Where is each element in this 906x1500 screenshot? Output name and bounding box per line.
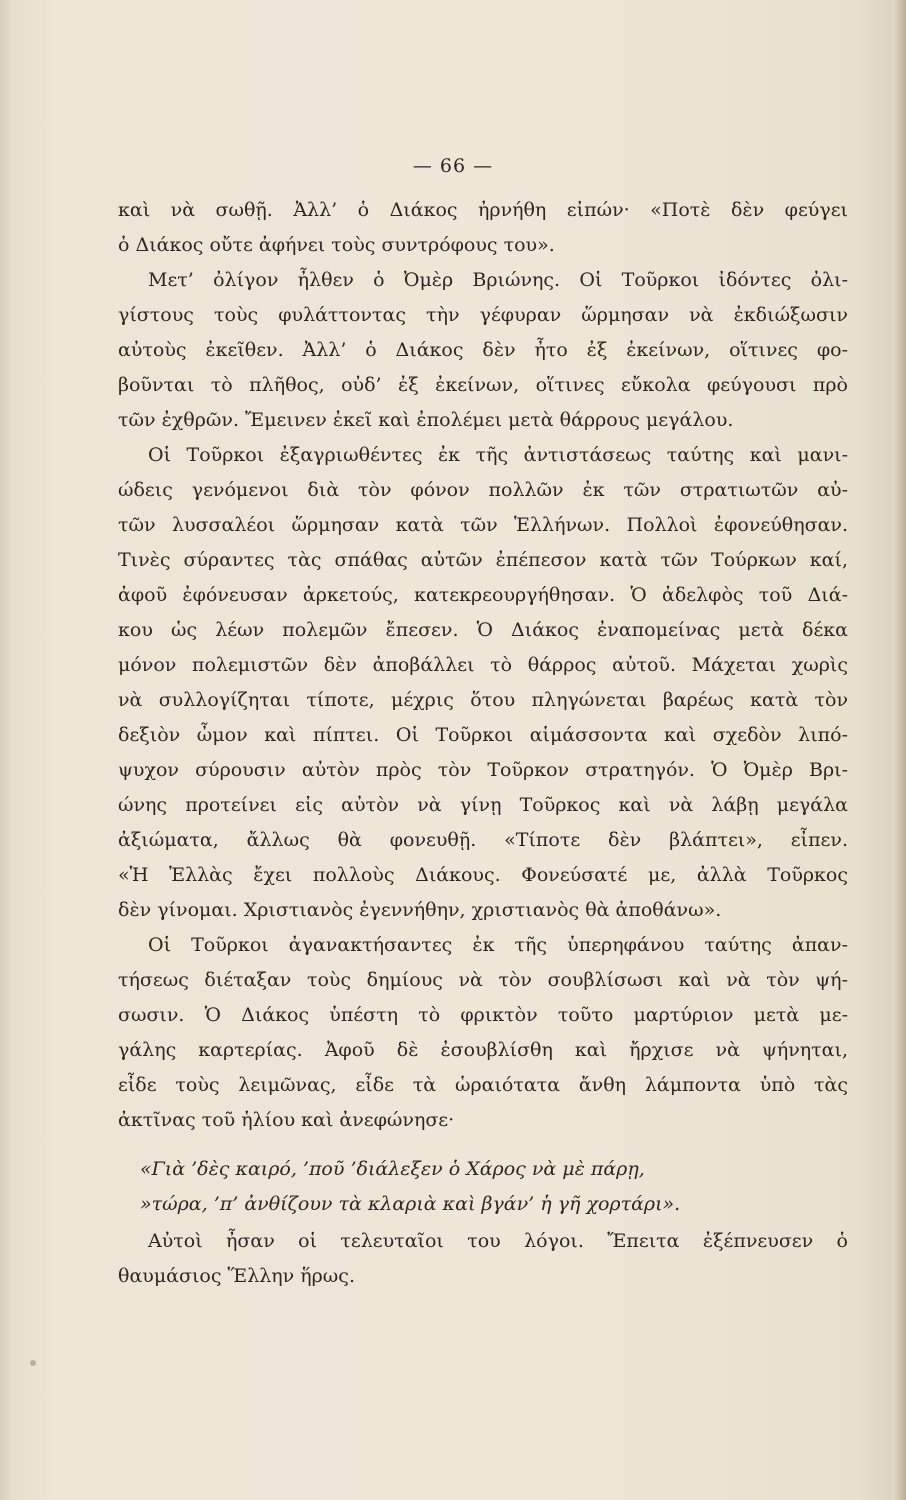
text-line: εἶδε τοὺς λειμῶνας, εἶδε τὰ ὡραιότατα ἄνθη λάμποντα ὑπὸ τὰς (118, 1074, 848, 1096)
text-line: ώνης προτείνει εἰς αὐτὸν νὰ γίνῃ Τοῦρκος καὶ νὰ λάβῃ μεγάλα (118, 794, 848, 816)
ink-speck (30, 1360, 36, 1366)
text-line: Οἱ Τοῦρκοι ἀγανακτήσαντες ἐκ τῆς ὑπερηφάνου ταύτης ἀπαν- (148, 934, 848, 956)
text-line: θαυμάσιος Ἕλλην ἥρως. (118, 1265, 355, 1287)
text-line: γάλης καρτερίας. Ἀφοῦ δὲ ἐσουβλίσθη καὶ ἤρχισε νὰ ψήνηται, (118, 1039, 848, 1061)
text-line: Τινὲς σύραντες τὰς σπάθας αὐτῶν ἐπέπεσον κατὰ τῶν Τούρκων καί, (118, 549, 848, 571)
text-line: δὲν γίνομαι. Χριστιανὸς ἐγεννήθην, χριστιανὸς θὰ ἀποθάνω». (118, 899, 722, 921)
closing-paragraph (118, 1224, 848, 1294)
text-line: «Ἡ Ἑλλὰς ἔχει πολλοὺς Διάκους. Φονεύσατέ με, ἀλλὰ Τοῦρκος (118, 864, 848, 886)
text-line: Μετ’ ὀλίγον ἦλθεν ὁ Ὀμὲρ Βριώνης. Οἱ Τοῦρκοι ἰδόντες ὀλι- (148, 269, 848, 291)
text-line: αὐτοὺς ἐκεῖθεν. Ἀλλ’ ὁ Διάκος δὲν ἦτο ἐξ ἐκείνων, οἵτινες φο- (118, 339, 848, 361)
text-line: βοῦνται τὸ πλῆθος, οὐδ’ ἐξ ἐκείνων, οἵτινες εὔκολα φεύγουσι πρὸ (118, 374, 848, 396)
text-line: τῶν ἐχθρῶν. Ἔμεινεν ἐκεῖ καὶ ἐπολέμει μετὰ θάρρους μεγάλου. (118, 409, 734, 431)
folk-song-quote (140, 1152, 860, 1222)
text-line: ώδεις γενόμενοι διὰ τὸν φόνον πολλῶν ἐκ τῶν στρατιωτῶν αὐ- (118, 479, 848, 501)
page-number: — 66 — (412, 155, 494, 177)
text-line: σωσιν. Ὁ Διάκος ὑπέστη τὸ φρικτὸν τοῦτο μαρτύριον μετὰ με- (118, 1004, 848, 1026)
text-line: κου ὡς λέων πολεμῶν ἔπεσεν. Ὁ Διάκος ἐναπομείνας μετὰ δέκα (118, 619, 848, 641)
text-line: Οἱ Τοῦρκοι ἐξαγριωθέντες ἐκ τῆς ἀντιστάσεως ταύτης καὶ μανι- (148, 444, 848, 466)
text-line: μόνον πολεμιστῶν δὲν ἀποβάλλει τὸ θάρρος αὐτοῦ. Μάχεται χωρὶς (118, 654, 848, 676)
text-line: τῶν λυσσαλέοι ὥρμησαν κατὰ τῶν Ἑλλήνων. Πολλοὶ ἐφονεύθησαν. (118, 514, 848, 536)
text-line: Αὐτοὶ ἦσαν οἱ τελευταῖοι του λόγοι. Ἔπειτα ἐξέπνευσεν ὁ (148, 1230, 848, 1252)
page-right-edge (892, 0, 906, 1500)
text-line: ὁ Διάκος οὔτε ἀφήνει τοὺς συντρόφους του». (118, 234, 555, 256)
text-line: γίστους τοὺς φυλάττοντας τὴν γέφυραν ὥρμησαν νὰ ἐκδιώξωσιν (118, 304, 848, 326)
page-left-edge (0, 0, 10, 1500)
text-line: τήσεως διέταξαν τοὺς δημίους νὰ τὸν σουβλίσωσι καὶ νὰ τὸν ψή- (118, 969, 848, 991)
text-line: ἀξιώματα, ἄλλως θὰ φονευθῇ. «Τίποτε δὲν βλάπτει», εἶπεν. (118, 829, 848, 851)
text-line: ἀφοῦ ἐφόνευσαν ἀρκετούς, κατεκρεουργήθησαν. Ὁ ἀδελφὸς τοῦ Διά- (118, 584, 848, 606)
text-line: δεξιὸν ὦμον καὶ πίπτει. Οἱ Τοῦρκοι αἱμάσσοντα καὶ σχεδὸν λιπό- (118, 724, 848, 746)
text-line: νὰ συλλογίζηται τίποτε, μέχρις ὅτου πληγώνεται βαρέως κατὰ τὸν (118, 689, 848, 711)
text-line: ψυχον σύρουσιν αὐτὸν πρὸς τὸν Τοῦρκον στρατηγόν. Ὁ Ὀμὲρ Βρι- (118, 759, 848, 781)
main-text (118, 193, 848, 1138)
text-line: ἀκτῖνας τοῦ ἡλίου καὶ ἀνεφώνησε· (118, 1109, 455, 1131)
poem-line: «Γιὰ ’δὲς καιρό, ’ποῦ ’διάλεξεν ὁ Χάρος νὰ μὲ πάρῃ, (140, 1158, 645, 1180)
poem-line: »τώρα, ’π’ ἀνθίζουν τὰ κλαριὰ καὶ βγάν’ ἡ γῆ χορτάρι». (140, 1193, 681, 1215)
text-line: καὶ νὰ σωθῇ. Ἀλλ’ ὁ Διάκος ἠρνήθη εἰπών· «Ποτὲ δὲν φεύγει (118, 199, 848, 221)
